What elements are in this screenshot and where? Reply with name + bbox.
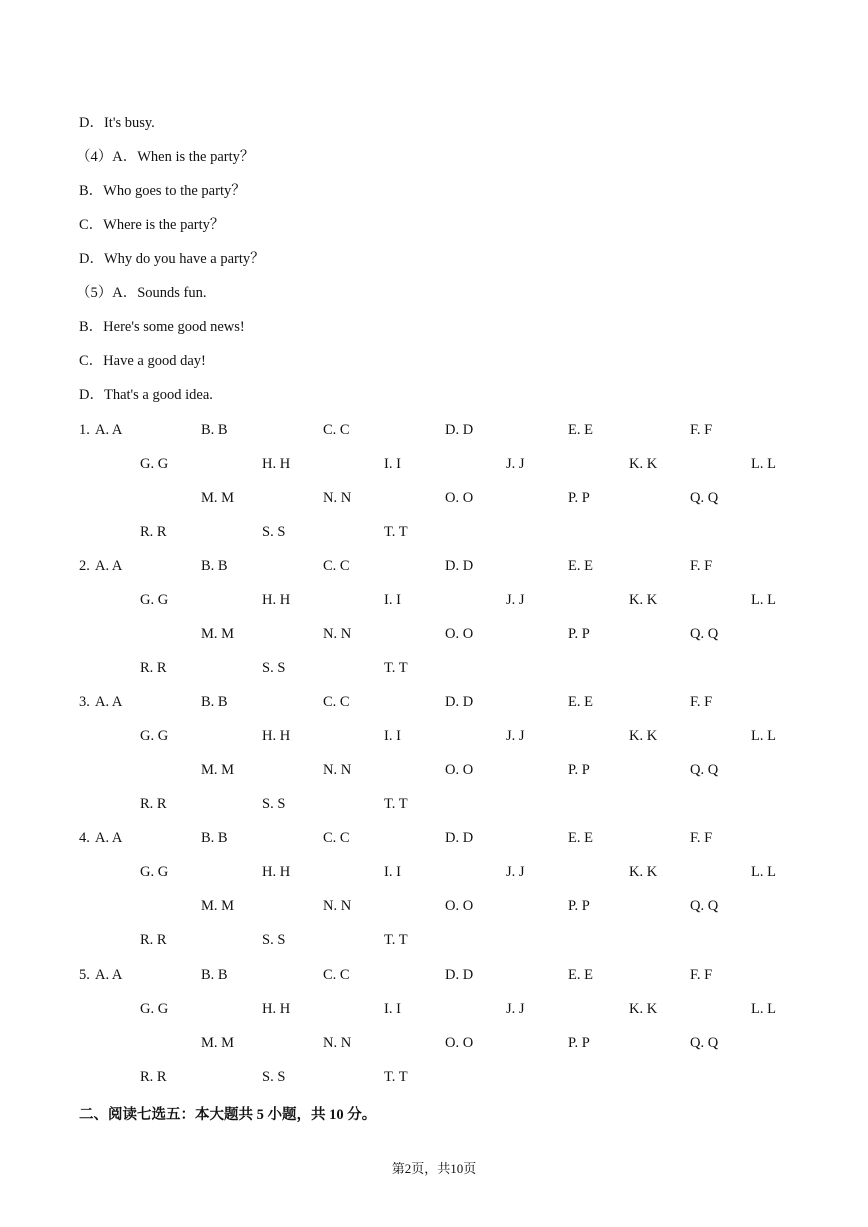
answer-option: Q. Q (690, 1035, 719, 1051)
answer-option: Q. Q (690, 898, 719, 914)
answer-option: P. P (568, 898, 590, 914)
answer-option: A. A (95, 558, 123, 574)
answer-option: K. K (629, 728, 658, 744)
answer-option: L. L (751, 728, 776, 744)
answer-option: G. G (140, 592, 169, 608)
answer-option: R. R (140, 524, 167, 540)
answer-option: N. N (323, 762, 352, 778)
answer-option: D. D (445, 422, 474, 438)
answer-option: E. E (568, 830, 593, 846)
answer-option: S. S (262, 1069, 286, 1085)
answer-option: B. B (201, 422, 228, 438)
answer-option: P. P (568, 626, 590, 642)
answer-option: Q. Q (690, 490, 719, 506)
answer-option: I. I (384, 728, 401, 744)
question-number: 3. (79, 694, 90, 710)
answer-option: D. D (445, 830, 474, 846)
answer-option: G. G (140, 728, 169, 744)
question-number: 1. (79, 422, 90, 438)
answer-option: L. L (751, 456, 776, 472)
answer-option: D. D (445, 558, 474, 574)
answer-option: F. F (690, 967, 713, 983)
answer-option: K. K (629, 592, 658, 608)
answer-option: C. C (323, 967, 350, 983)
answer-option: F. F (690, 694, 713, 710)
option-line: B．Here's some good news! (79, 319, 245, 335)
question-number: 2. (79, 558, 90, 574)
answer-option: H. H (262, 456, 291, 472)
answer-option: H. H (262, 1001, 291, 1017)
answer-option: E. E (568, 422, 593, 438)
answer-option: M. M (201, 626, 235, 642)
answer-option: I. I (384, 456, 401, 472)
answer-option: P. P (568, 490, 590, 506)
option-line: D．Why do you have a party？ (79, 251, 265, 267)
answer-option: A. A (95, 967, 123, 983)
page-footer: 第2页，共10页 (391, 1161, 477, 1176)
answer-option: H. H (262, 864, 291, 880)
answer-option: T. T (384, 524, 408, 540)
answer-option: I. I (384, 1001, 401, 1017)
answer-option: K. K (629, 864, 658, 880)
answer-option: G. G (140, 864, 169, 880)
section-heading: 二、阅读七选五：本大题共 5 小题，共 10 分。 (79, 1107, 377, 1123)
option-line: B．Who goes to the party？ (79, 183, 246, 199)
answer-option: L. L (751, 592, 776, 608)
option-line: C．Where is the party？ (79, 217, 225, 233)
answer-option: J. J (506, 728, 525, 744)
answer-option: M. M (201, 898, 235, 914)
answer-option: P. P (568, 1035, 590, 1051)
answer-option: T. T (384, 660, 408, 676)
answer-option: T. T (384, 932, 408, 948)
answer-option: L. L (751, 864, 776, 880)
question-number: 5. (79, 967, 90, 983)
answer-option: B. B (201, 558, 228, 574)
answer-option: L. L (751, 1001, 776, 1017)
answer-option: S. S (262, 524, 286, 540)
answer-option: G. G (140, 456, 169, 472)
answer-option: M. M (201, 762, 235, 778)
answer-option: E. E (568, 694, 593, 710)
answer-option: H. H (262, 728, 291, 744)
answer-option: O. O (445, 762, 474, 778)
answer-option: P. P (568, 762, 590, 778)
answer-option: A. A (95, 422, 123, 438)
answer-option: C. C (323, 422, 350, 438)
answer-option: M. M (201, 490, 235, 506)
answer-option: E. E (568, 967, 593, 983)
answer-option: O. O (445, 898, 474, 914)
answer-option: F. F (690, 558, 713, 574)
question-number: 4. (79, 830, 90, 846)
answer-option: Q. Q (690, 762, 719, 778)
answer-option: R. R (140, 932, 167, 948)
answer-option: T. T (384, 1069, 408, 1085)
answer-option: R. R (140, 660, 167, 676)
answer-option: H. H (262, 592, 291, 608)
answer-option: O. O (445, 626, 474, 642)
answer-option: D. D (445, 967, 474, 983)
answer-option: M. M (201, 1035, 235, 1051)
answer-option: G. G (140, 1001, 169, 1017)
answer-option: N. N (323, 626, 352, 642)
question-5-option-a: （5）A．Sounds fun. (76, 285, 207, 301)
option-line: C．Have a good day! (79, 353, 206, 369)
answer-option: I. I (384, 864, 401, 880)
answer-option: D. D (445, 694, 474, 710)
answer-option: J. J (506, 864, 525, 880)
answer-option: T. T (384, 796, 408, 812)
answer-option: A. A (95, 830, 123, 846)
answer-option: C. C (323, 694, 350, 710)
answer-option: S. S (262, 932, 286, 948)
answer-option: Q. Q (690, 626, 719, 642)
answer-option: R. R (140, 1069, 167, 1085)
answer-option: B. B (201, 967, 228, 983)
answer-option: F. F (690, 830, 713, 846)
option-line: D．That's a good idea. (79, 387, 213, 403)
answer-option: O. O (445, 490, 474, 506)
answer-option: N. N (323, 1035, 352, 1051)
answer-option: J. J (506, 592, 525, 608)
answer-option: O. O (445, 1035, 474, 1051)
answer-option: E. E (568, 558, 593, 574)
answer-option: A. A (95, 694, 123, 710)
answer-option: I. I (384, 592, 401, 608)
answer-option: N. N (323, 490, 352, 506)
answer-option: S. S (262, 660, 286, 676)
answer-option: R. R (140, 796, 167, 812)
answer-option: S. S (262, 796, 286, 812)
answer-option: C. C (323, 558, 350, 574)
answer-option: K. K (629, 456, 658, 472)
answer-option: N. N (323, 898, 352, 914)
answer-option: C. C (323, 830, 350, 846)
answer-option: F. F (690, 422, 713, 438)
answer-option: J. J (506, 456, 525, 472)
answer-option: B. B (201, 694, 228, 710)
option-line: D．It's busy. (79, 115, 155, 131)
answer-option: B. B (201, 830, 228, 846)
answer-option: J. J (506, 1001, 525, 1017)
answer-option: K. K (629, 1001, 658, 1017)
question-4-option-a: （4）A．When is the party？ (76, 149, 255, 165)
